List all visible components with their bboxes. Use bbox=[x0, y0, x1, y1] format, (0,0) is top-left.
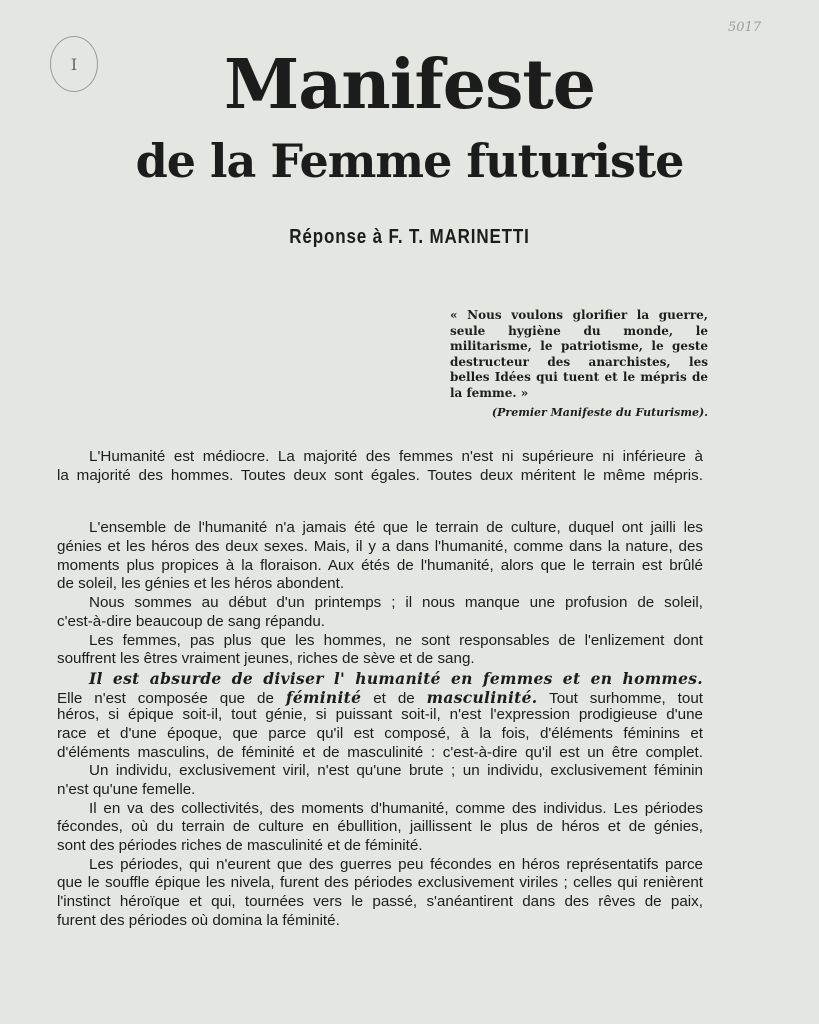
text-segment: race et d'une époque, que parce qu'il est composé, à la fois, d'éléments féminins et bbox=[57, 724, 703, 742]
text-segment: c'est-à-dire beaucoup de sang répandu. bbox=[57, 612, 326, 630]
text-segment: Nous sommes au début d'un printemps ; il nous manque une profusion de soleil, bbox=[89, 594, 703, 612]
text-line bbox=[57, 669, 703, 688]
text-segment: héros, si épique soit-il, tout génie, si puissant soit-il, n'est l'expression prodigieuse d'une bbox=[57, 706, 703, 724]
title-line-2: de la Femme futuriste bbox=[135, 134, 684, 188]
text-line bbox=[57, 893, 703, 912]
text-line bbox=[57, 856, 703, 875]
text-line bbox=[57, 837, 703, 856]
text-line bbox=[57, 874, 703, 893]
text-segment: sont des périodes riches de masculinité et de féminité. bbox=[57, 837, 423, 855]
paragraph-gap bbox=[57, 485, 703, 519]
text-line bbox=[57, 467, 703, 486]
text-segment: Tout surhomme, tout bbox=[537, 689, 704, 707]
text-line bbox=[57, 725, 703, 744]
text-segment: L'Humanité est médiocre. La majorité des femmes n'est ni supérieure ni inférieure à bbox=[89, 448, 703, 465]
text-line bbox=[57, 706, 703, 725]
text-segment: et de bbox=[361, 689, 427, 707]
bold-text: féminité bbox=[285, 687, 362, 707]
title-line-1: Manifeste bbox=[223, 45, 596, 125]
text-line bbox=[57, 519, 703, 538]
text-line bbox=[57, 781, 703, 800]
text-segment: L'ensemble de l'humanité n'a jamais été que le terrain de culture, duquel ont jailli les bbox=[89, 519, 703, 537]
text-line bbox=[57, 594, 703, 613]
text-line bbox=[57, 613, 703, 632]
text-line bbox=[57, 557, 703, 576]
text-line bbox=[57, 762, 703, 781]
epigraph-source: (Premier Manifeste du Futurisme). bbox=[491, 406, 708, 419]
subtitle: Réponse à F. T. MARINETTI bbox=[289, 226, 530, 248]
text-segment: souffrent les êtres vraiment jeunes, riches de sève et de sang. bbox=[57, 650, 475, 668]
text-segment: de soleil, les génies et les héros abondent. bbox=[57, 575, 345, 593]
circled-mark-text: I bbox=[70, 54, 78, 74]
bold-text: masculinité. bbox=[426, 687, 538, 707]
text-segment: n'est qu'une femelle. bbox=[57, 781, 196, 798]
text-line bbox=[57, 800, 703, 819]
body-text bbox=[57, 448, 703, 931]
epigraph-quote: « Nous voulons glorifier la guerre, seule hygiène du monde, le militarisme, le patriotisme, le geste destructeur des anarchistes, les belles Idées qui tuent et le mépris de la femme. » bbox=[450, 308, 708, 400]
text-line bbox=[57, 538, 703, 557]
text-line bbox=[57, 744, 703, 763]
text-line bbox=[57, 818, 703, 837]
text-segment: Elle n'est composée que de bbox=[57, 689, 286, 707]
text-segment: furent des périodes où domina la féminité. bbox=[57, 911, 340, 929]
text-segment: Un individu, exclusivement viril, n'est qu'une brute ; un individu, exclusivement féminin bbox=[89, 762, 703, 780]
text-segment: fécondes, où du terrain de culture en ébullition, jaillissent le plus de héros et de génies, bbox=[57, 818, 703, 836]
paragraph bbox=[57, 519, 703, 930]
bold-text: Il est absurde de diviser l' humanité en femmes et en hommes. bbox=[89, 668, 703, 688]
text-segment: moments plus propices à la floraison. Aux étés de l'humanité, alors que le terrain est brûlé bbox=[57, 556, 703, 574]
archive-number: 5017 bbox=[728, 20, 762, 35]
epigraph bbox=[450, 308, 708, 420]
text-line bbox=[57, 575, 703, 594]
text-segment: Il en va des collectivités, des moments d'humanité, comme des individus. Les périodes bbox=[89, 799, 703, 817]
text-segment: que le souffle épique les nivela, furent des périodes exclusivement viriles ; celles qui renièrent bbox=[57, 874, 703, 892]
text-line bbox=[57, 688, 703, 707]
text-segment: Les périodes, qui n'eurent que des guerres peu fécondes en héros représentatifs parce bbox=[89, 855, 703, 873]
text-segment: la majorité des hommes. Toutes deux sont égales. Toutes deux méritent le même mépris. bbox=[57, 466, 703, 484]
text-segment: génies et les héros des deux sexes. Mais, il y a dans l'humanité, comme dans la nature, des bbox=[57, 538, 703, 556]
text-line bbox=[57, 632, 703, 651]
paragraph bbox=[57, 448, 703, 485]
text-line bbox=[57, 448, 703, 467]
text-segment: Les femmes, pas plus que les hommes, ne sont responsables de l'enlizement dont bbox=[89, 631, 703, 649]
text-line bbox=[57, 650, 703, 669]
text-segment: l'instinct héroïque et qui, tournées vers le passé, s'anéantirent dans des rêves de paix, bbox=[57, 893, 703, 911]
text-segment: d'éléments masculins, de féminité et de masculinité : c'est-à-dire qu'il est un être complet. bbox=[57, 743, 703, 761]
text-line bbox=[57, 912, 703, 931]
